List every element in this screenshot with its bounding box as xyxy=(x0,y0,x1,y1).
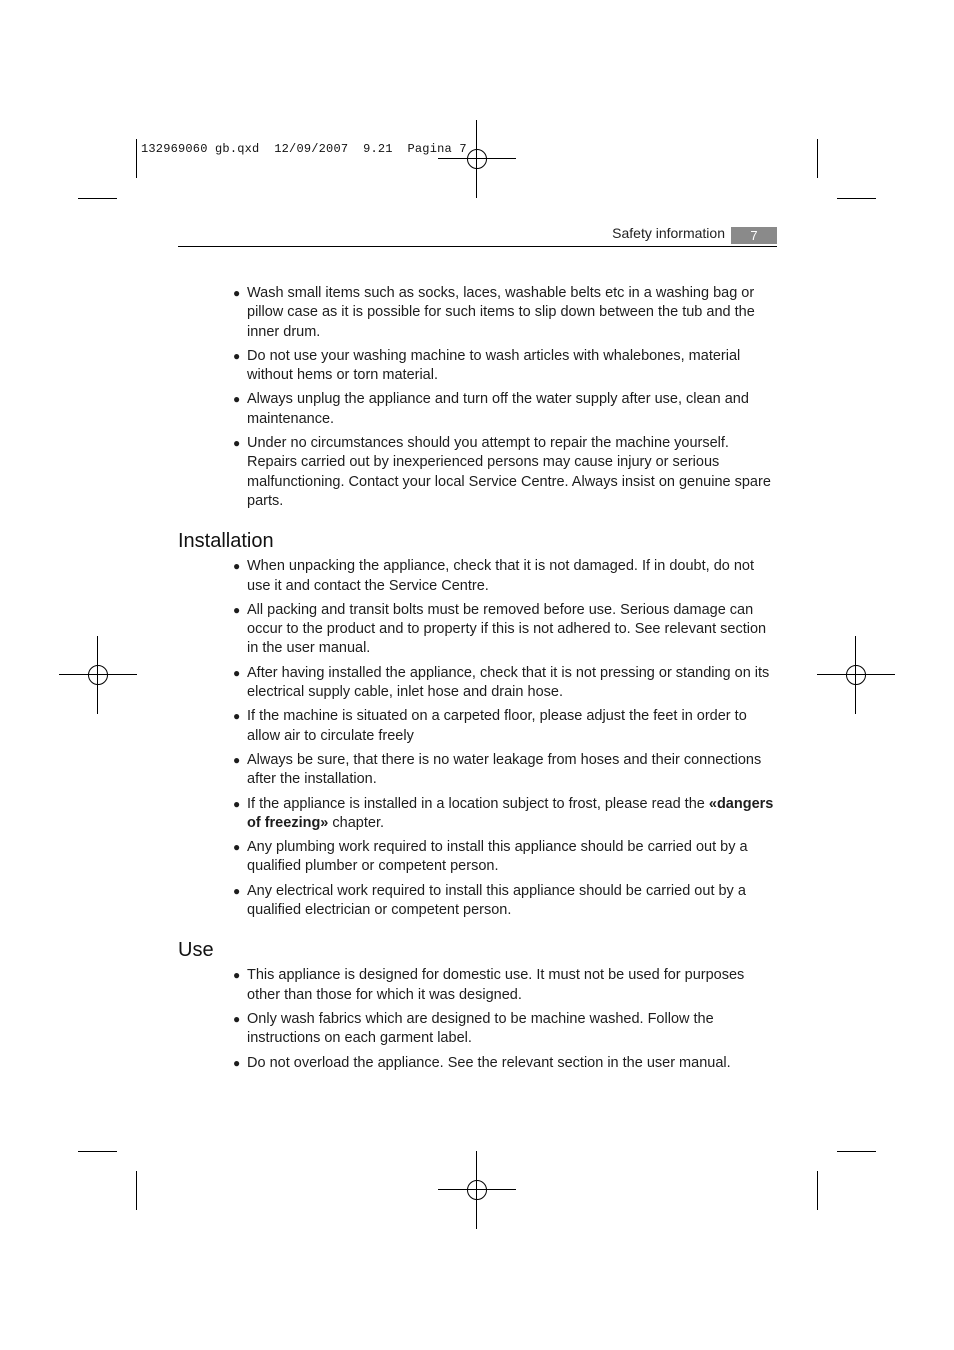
running-header-title: Safety information xyxy=(612,225,725,241)
crop-mark-top-left-h xyxy=(78,198,117,199)
list-item xyxy=(178,284,778,342)
bullet-icon: ● xyxy=(233,968,241,983)
list-item xyxy=(178,557,778,596)
bullet-icon: ● xyxy=(233,1011,241,1026)
list-item-text: All packing and transit bolts must be removed before use. Serious damage can occur to the product and to property if this is not adhered to. See relevant section in the user manual. xyxy=(247,601,767,657)
crop-mark-bottom-left-v xyxy=(136,1171,137,1210)
installation-bullet-list xyxy=(178,557,778,920)
bullet-icon: ● xyxy=(233,752,241,767)
bullet-icon: ● xyxy=(233,286,241,300)
registration-mark-right xyxy=(817,636,895,714)
registration-mark-left xyxy=(59,636,137,714)
crop-mark-bottom-right-h xyxy=(837,1151,876,1152)
spacer xyxy=(178,925,778,939)
crop-mark-bottom-right-v xyxy=(817,1171,818,1210)
use-bullet-list xyxy=(178,966,778,1072)
list-item xyxy=(178,347,778,386)
list-item-text: This appliance is designed for domestic use. It must not be used for purposes other than those for which it was designed. xyxy=(247,967,745,1003)
crop-mark-bottom-left-h xyxy=(78,1151,117,1152)
list-item-frost xyxy=(178,795,778,834)
use-heading: Use xyxy=(178,939,214,962)
installation-heading: Installation xyxy=(178,530,274,553)
header-rule xyxy=(178,246,777,247)
registration-mark-bottom xyxy=(438,1151,516,1229)
list-item xyxy=(178,838,778,877)
bullet-icon: ● xyxy=(233,436,241,451)
dangers-of-freezing-reference: «dangers of freezing» xyxy=(247,795,774,831)
crop-mark-top-left-v xyxy=(136,139,137,178)
bullet-icon: ● xyxy=(233,602,241,617)
page-content xyxy=(178,284,778,1078)
list-item xyxy=(178,664,778,703)
slug-filename: 132969060 gb.qxd xyxy=(141,142,260,156)
list-item xyxy=(178,1010,778,1049)
list-item xyxy=(178,751,778,790)
frost-text-before: If the appliance is installed in a location subject to frost, please read the xyxy=(247,795,709,812)
list-item xyxy=(178,390,778,429)
bullet-icon: ● xyxy=(233,796,241,811)
list-item xyxy=(178,882,778,921)
bullet-icon: ● xyxy=(233,392,241,407)
list-item-text: Any plumbing work required to install this appliance should be carried out by a qualified plumber or competent person. xyxy=(247,839,748,875)
list-item-text: Always be sure, that there is no water leakage from hoses and their connections after the installation. xyxy=(247,751,762,788)
list-item-text: If the machine is situated on a carpeted floor, please adjust the feet in order to allow air to circulate freely xyxy=(247,708,747,744)
list-item-text: Do not use your washing machine to wash articles with whalebones, material without hems or torn material. xyxy=(247,347,741,384)
list-item-text: Only wash fabrics which are designed to be machine washed. Follow the instructions on each garment label. xyxy=(247,1010,714,1047)
bullet-icon: ● xyxy=(233,883,241,898)
bullet-icon: ● xyxy=(233,348,241,363)
crop-mark-top-right-v xyxy=(817,139,818,178)
bullet-icon: ● xyxy=(233,665,241,680)
list-item-text: Wash small items such as socks, laces, washable belts etc in a washing bag or pillow case as it is possible for such items to slip down between the tub and the inner drum. xyxy=(247,285,755,340)
list-item-text: After having installed the appliance, check that it is not pressing or standing on its electrical supply cable, inlet hose and drain hose. xyxy=(247,664,770,701)
list-item-text: Do not overload the appliance. See the relevant section in the user manual. xyxy=(247,1054,731,1071)
list-item xyxy=(178,601,778,659)
slug-page-word: Pagina xyxy=(407,142,452,156)
list-item xyxy=(178,1054,778,1073)
slug-page-num: 7 xyxy=(459,142,467,156)
list-item-text: Any electrical work required to install this appliance should be carried out by a qualified electrician or competent person. xyxy=(247,882,746,919)
registration-mark-top xyxy=(438,120,516,198)
spacer xyxy=(178,516,778,530)
frost-text-after: chapter. xyxy=(328,814,384,831)
list-item xyxy=(178,966,778,1005)
list-item-text: Always unplug the appliance and turn off the water supply after use, clean and maintenance. xyxy=(247,391,749,427)
bullet-icon: ● xyxy=(233,559,241,574)
list-item-text: When unpacking the appliance, check that it is not damaged. If in doubt, do not use it and contact the Service Centre. xyxy=(247,558,755,594)
list-item-text: Under no circumstances should you attempt to repair the machine yourself. Repairs carried out by inexperienced persons may cause injury or serious malfunctioning. Contact your local Service Centre. Always insist on genuine spare parts. xyxy=(247,435,771,509)
list-item xyxy=(178,707,778,746)
bullet-icon: ● xyxy=(233,709,241,724)
slug-time: 9.21 xyxy=(363,142,393,156)
slug-date: 12/09/2007 xyxy=(274,142,349,156)
intro-bullet-list xyxy=(178,284,778,511)
page-number-badge: 7 xyxy=(731,227,777,244)
bullet-icon: ● xyxy=(233,840,241,855)
crop-mark-top-right-h xyxy=(837,198,876,199)
bullet-icon: ● xyxy=(233,1055,241,1070)
list-item xyxy=(178,434,778,511)
print-slug xyxy=(141,142,467,156)
